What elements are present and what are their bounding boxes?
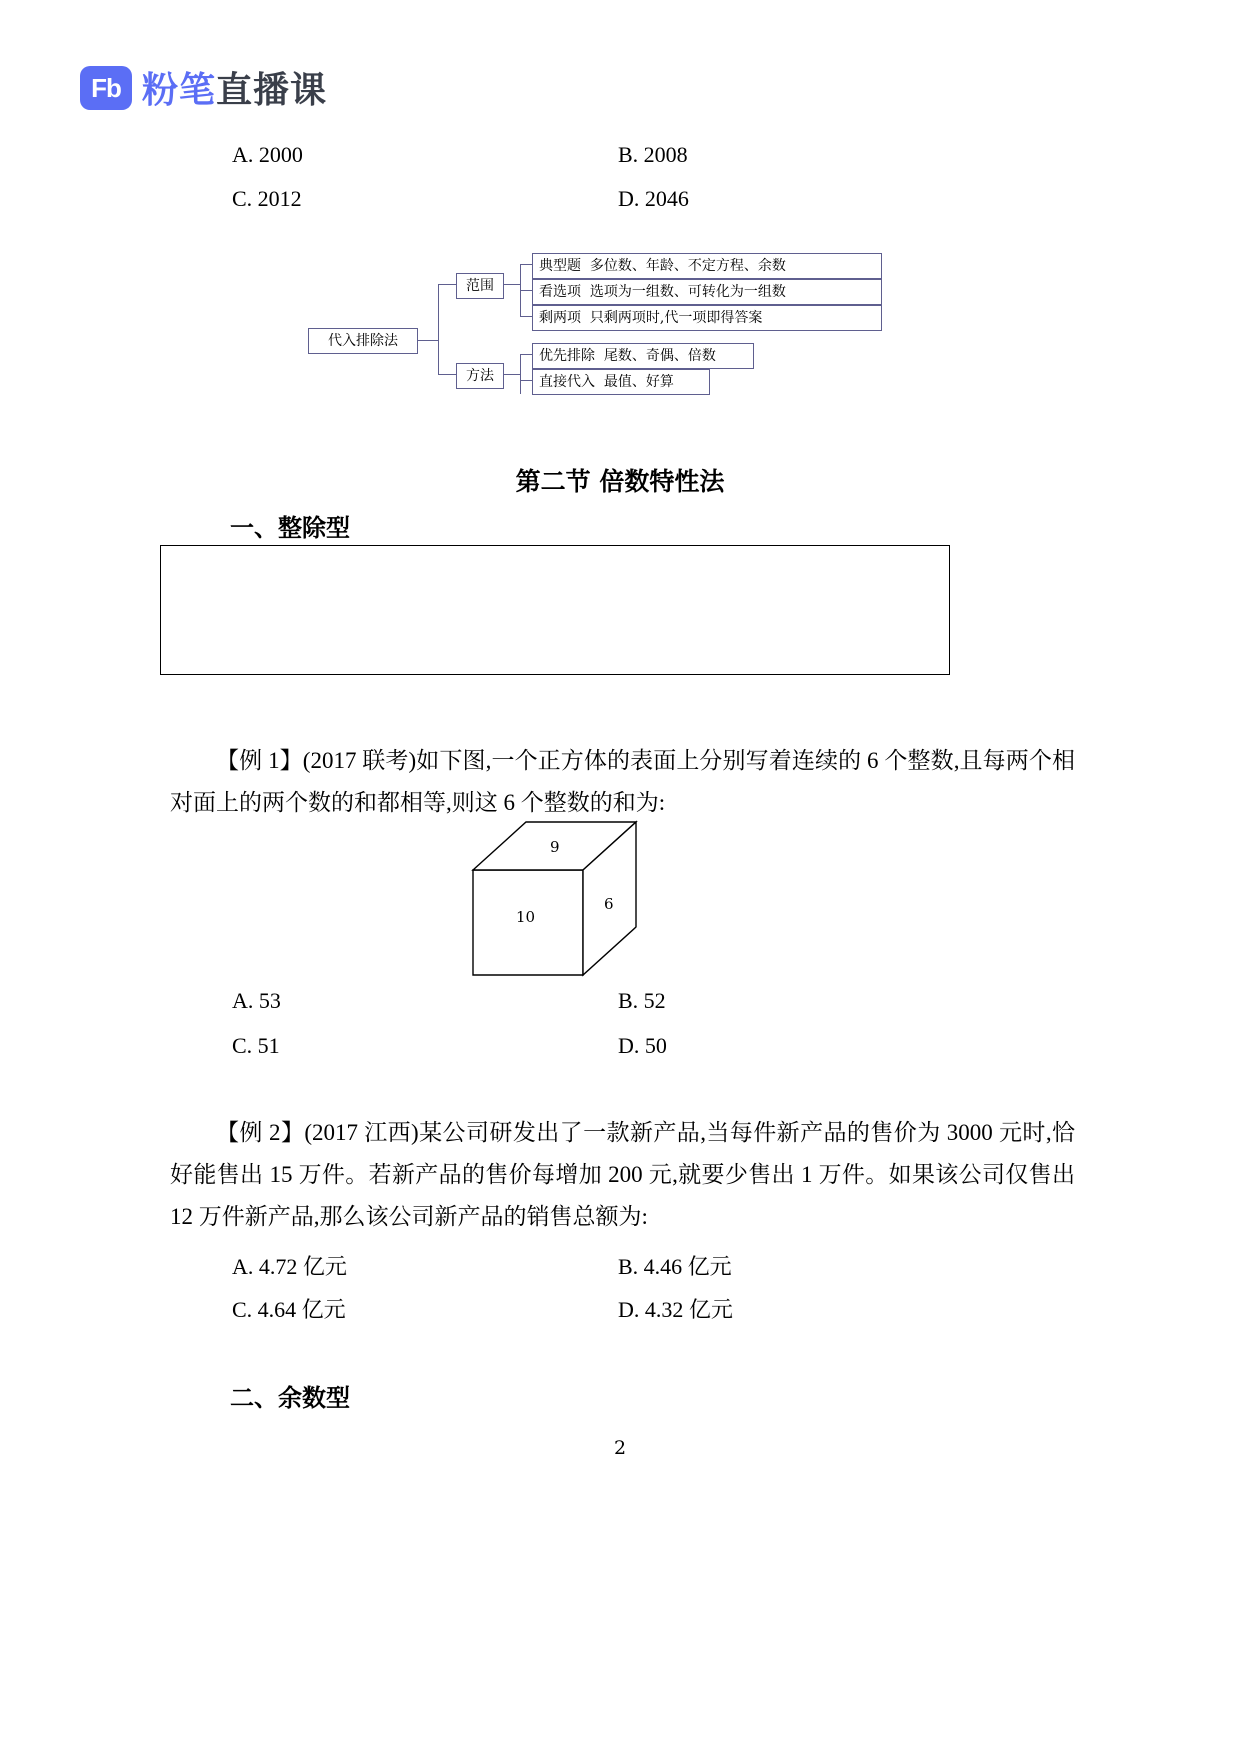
mindmap-row (532, 343, 754, 369)
example-1-option-b: B. 52 (618, 988, 666, 1013)
mindmap-row-key: 优先排除 (539, 348, 595, 364)
mindmap-row-key: 剩两项 (539, 310, 581, 326)
prev-option-c: C. 2012 (232, 186, 302, 211)
mindmap-connector (438, 284, 439, 374)
example-1-option-c: C. 51 (232, 1033, 280, 1058)
cube-label-front: 10 (516, 908, 536, 926)
brand-logo (80, 62, 327, 113)
mindmap-connector (520, 354, 532, 355)
mindmap-branch-1-label: 范围 (456, 273, 504, 299)
cube-label-top: 9 (550, 838, 560, 856)
mindmap-connector (438, 374, 456, 375)
mindmap-row-key: 直接代入 (539, 374, 595, 390)
subsection-2-title: 二、余数型 (230, 1383, 350, 1412)
section-title: 第二节 倍数特性法 (515, 467, 725, 496)
mindmap-row-key: 看选项 (539, 284, 581, 300)
mindmap-connector (520, 380, 532, 381)
example-2-option-c: C. 4.64 亿元 (232, 1297, 346, 1322)
cube-label-right: 6 (604, 895, 614, 913)
mindmap-row-value: 最值、好算 (603, 374, 674, 390)
example-2-option-b: B. 4.46 亿元 (618, 1254, 732, 1279)
mindmap-row (532, 253, 882, 279)
prev-option-b: B. 2008 (618, 142, 688, 167)
mindmap-row-key: 典型题 (539, 258, 581, 274)
mindmap-row-value: 多位数、年龄、不定方程、余数 (589, 258, 786, 274)
brand-name-light: 粉笔 (142, 69, 217, 110)
example-2-option-a: A. 4.72 亿元 (232, 1254, 347, 1279)
cube-figure (468, 810, 648, 990)
mindmap-diagram (300, 258, 920, 412)
cube-svg (468, 810, 648, 990)
brand-logo-text (142, 62, 327, 113)
mindmap-connector (520, 316, 532, 317)
prev-option-d: D. 2046 (618, 186, 689, 211)
example-1-option-d: D. 50 (618, 1033, 667, 1058)
mindmap-connector (438, 284, 456, 285)
mindmap-connector (520, 290, 532, 291)
example-1-option-a: A. 53 (232, 988, 281, 1013)
mindmap-connector (504, 374, 520, 375)
mindmap-row-value: 只剩两项时,代一项即得答案 (589, 310, 763, 326)
notes-box[interactable] (160, 545, 950, 675)
brand-name-dark: 直播课 (216, 69, 328, 110)
page-number: 2 (613, 1437, 627, 1459)
example-2-option-d: D. 4.32 亿元 (618, 1297, 733, 1322)
brand-logo-mark: Fb (80, 66, 132, 110)
example-2-text: 【例 2】(2017 江西)某公司研发出了一款新产品,当每件新产品的售价为 3000 元时,恰好能售出 15 万件。若新产品的售价每增加 200 元,就要少售出 1 万件。如果该公司仅售出 12 万件新产品,那么该公司新产品的销售总额为: (170, 1120, 1075, 1229)
mindmap-connector (418, 340, 438, 341)
mindmap-branch-2-label: 方法 (456, 363, 504, 389)
mindmap-row-value: 尾数、奇偶、倍数 (603, 348, 716, 364)
mindmap-row-value: 选项为一组数、可转化为一组数 (589, 284, 786, 300)
mindmap-row (532, 369, 710, 395)
prev-option-a: A. 2000 (232, 142, 303, 167)
mindmap-connector (520, 354, 521, 394)
mindmap-connector (520, 264, 532, 265)
subsection-1-title: 一、整除型 (230, 513, 350, 542)
example-1-text: 【例 1】(2017 联考)如下图,一个正方体的表面上分别写着连续的 6 个整数,且每两个相对面上的两个数的和都相等,则这 6 个整数的和为: (170, 748, 1075, 815)
mindmap-connector (504, 284, 520, 285)
mindmap-row (532, 279, 882, 305)
mindmap-root: 代入排除法 (308, 328, 418, 354)
mindmap-row (532, 305, 882, 331)
